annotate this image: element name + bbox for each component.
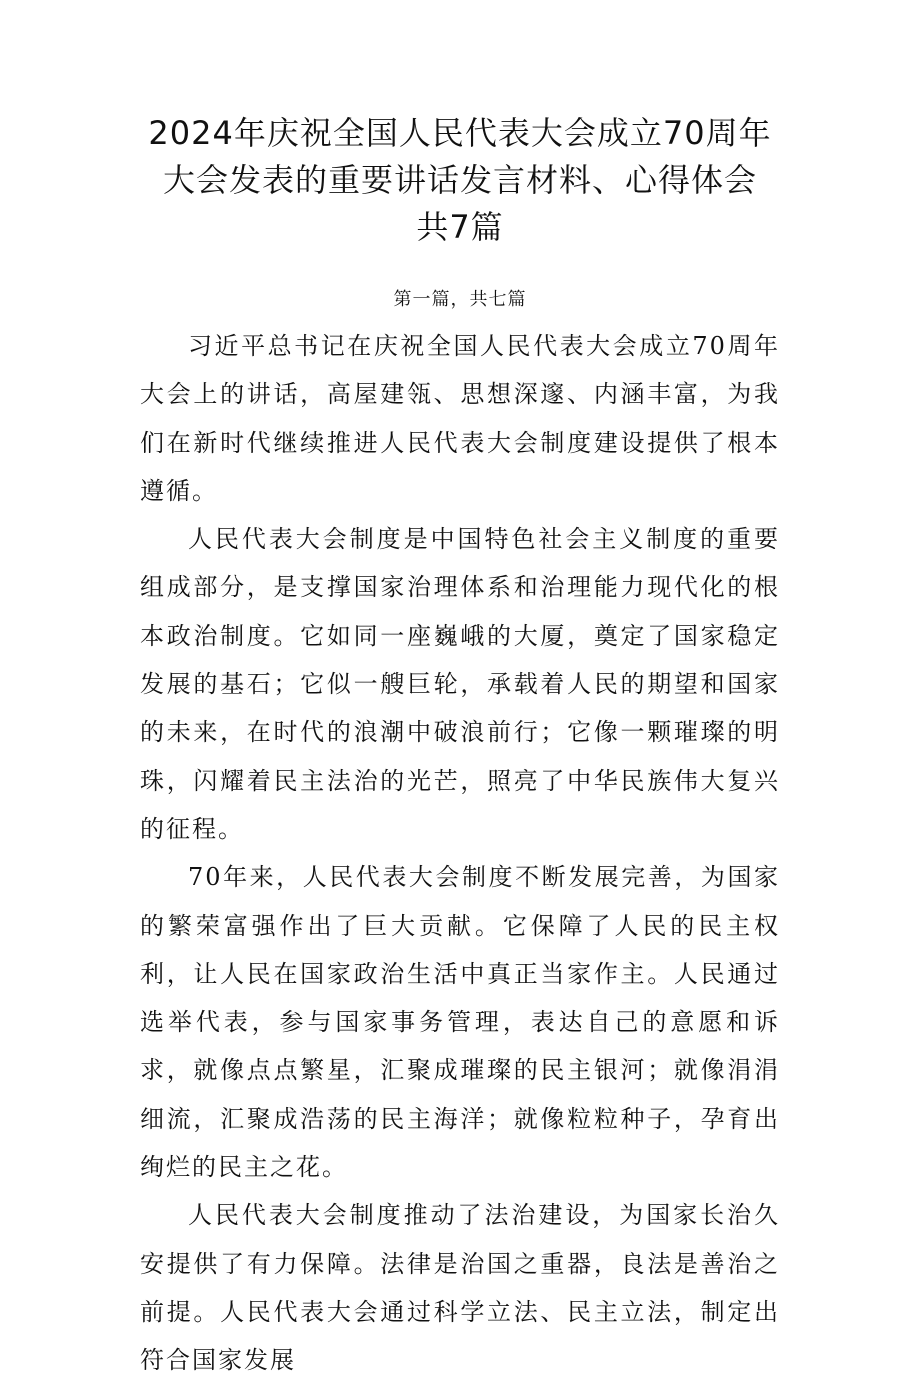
document-title xyxy=(120,110,800,251)
section-heading: 第一篇，共七篇 xyxy=(393,289,527,310)
paragraph-3: 70年来，人民代表大会制度不断发展完善，为国家的繁荣富强作出了巨大贡献。它保障了人民的民主权利，让人民在国家政治生活中真正当家作主。人民通过选举代表，参与国家事务管理，表达自己的意愿和诉求，就像点点繁星，汇聚成璀璨的民主银河；就像涓涓细流，汇聚成浩荡的民主海洋；就像粒粒种子，孕育出绚烂的民主之花。 xyxy=(140,863,780,1182)
paragraph-1: 习近平总书记在庆祝全国人民代表大会成立70周年大会上的讲话，高屋建瓴、思想深邃、内涵丰富，为我们在新时代继续推进人民代表大会制度建设提供了根本遵循。 xyxy=(140,332,780,505)
title-line-3: 共7篇 xyxy=(416,208,504,246)
title-line-2: 大会发表的重要讲话发言材料、心得体会 xyxy=(162,161,757,199)
paragraph-4: 人民代表大会制度推动了法治建设，为国家长治久安提供了有力保障。法律是治国之重器，良法是善治之前提。人民代表大会通过科学立法、民主立法，制定出符合国家发展 xyxy=(140,1201,780,1375)
document-body xyxy=(140,322,780,1385)
paragraph-2: 人民代表大会制度是中国特色社会主义制度的重要组成部分，是支撑国家治理体系和治理能力现代化的根本政治制度。它如同一座巍峨的大厦，奠定了国家稳定发展的基石；它似一艘巨轮，承载着人民的期望和国家的未来，在时代的浪潮中破浪前行；它像一颗璀璨的明珠，闪耀着民主法治的光芒，照亮了中华民族伟大复兴的征程。 xyxy=(140,525,780,843)
title-line-1: 2024年庆祝全国人民代表大会成立70周年 xyxy=(148,114,772,152)
